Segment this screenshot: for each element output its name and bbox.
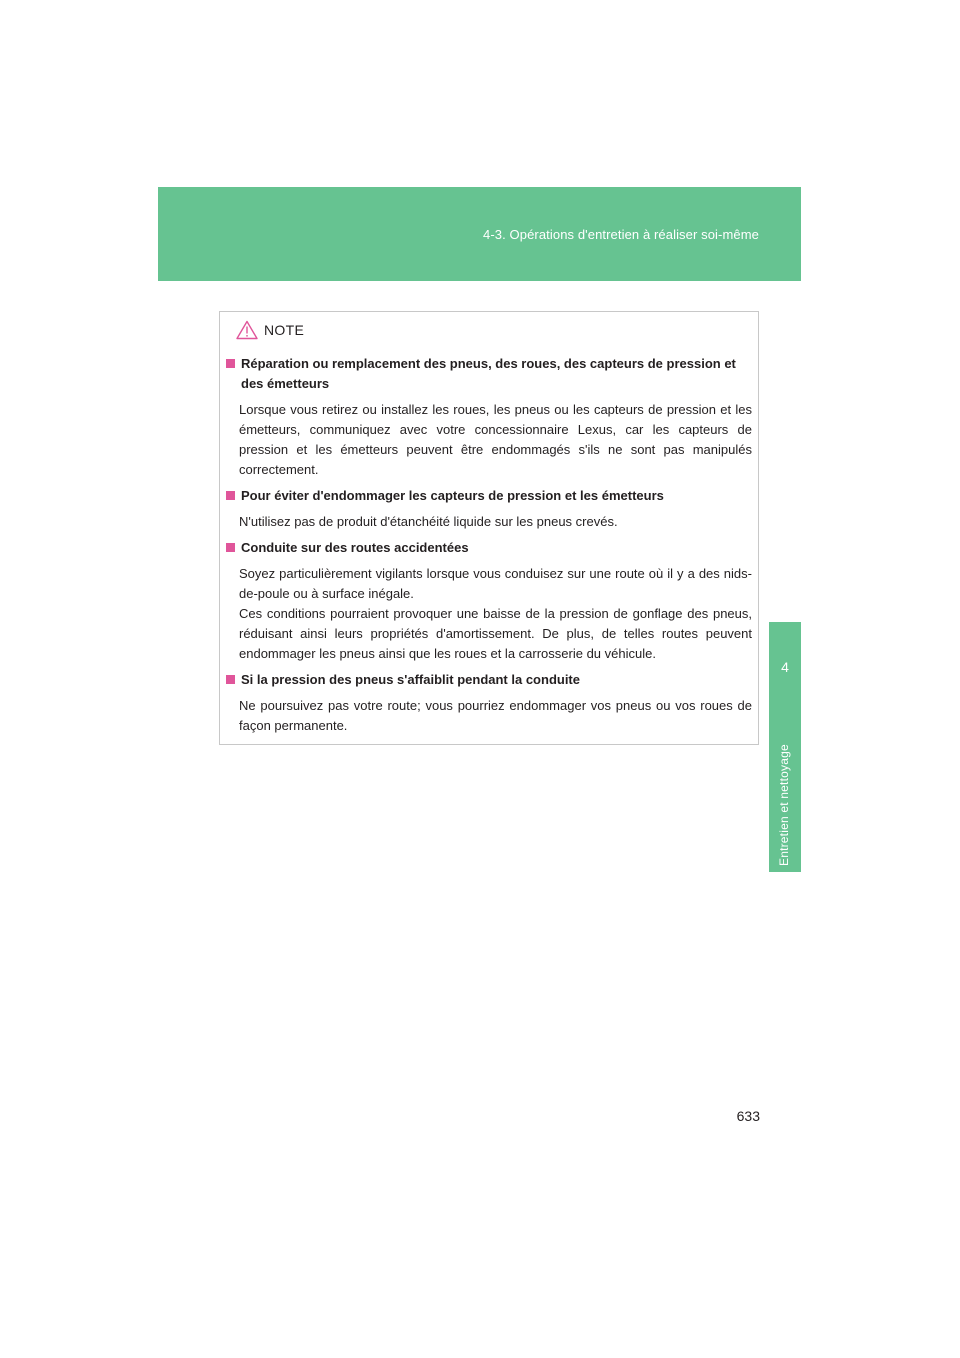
square-bullet-icon xyxy=(226,543,235,552)
section-body xyxy=(239,696,752,736)
note-header xyxy=(236,318,304,342)
section-paragraph: Ne poursuivez pas votre route; vous pourriez endommager vos pneus ou vos roues de façon permanente. xyxy=(239,698,752,733)
square-bullet-icon xyxy=(226,359,235,368)
section-paragraph: Soyez particulièrement vigilants lorsque vous conduisez sur une route où il y a des nids-de-poule ou à surface inégale. xyxy=(239,566,752,601)
square-bullet-icon xyxy=(226,491,235,500)
section-body xyxy=(239,512,752,532)
section-heading-text: Si la pression des pneus s'affaiblit pendant la conduite xyxy=(241,672,580,687)
section-heading-text: Conduite sur des routes accidentées xyxy=(241,540,469,555)
section-paragraph: Ces conditions pourraient provoquer une baisse de la pression de gonflage des pneus, réduisant ainsi leurs propriétés d'amortissement. De plus, de telles routes peuvent endommager les pneus ainsi que les roues et la carrosserie du véhicule. xyxy=(239,606,752,661)
note-section xyxy=(224,670,752,736)
section-body xyxy=(239,400,752,480)
chapter-tab xyxy=(769,712,801,872)
section-paragraph: Lorsque vous retirez ou installez les roues, les pneus ou les capteurs de pression et les émetteurs, communiquez avec votre concessionnaire Lexus, car les capteurs de pression et les émetteurs peuvent être endommagés s'ils ne sont pas manipulés correctement. xyxy=(239,402,752,477)
section-body xyxy=(239,564,752,664)
page-number: 633 xyxy=(736,1108,760,1124)
note-title: NOTE xyxy=(264,322,305,338)
section-heading xyxy=(224,538,752,558)
note-content xyxy=(224,354,752,742)
note-section xyxy=(224,486,752,532)
square-bullet-icon xyxy=(226,675,235,684)
note-box xyxy=(219,311,759,745)
section-heading xyxy=(224,670,752,690)
chapter-header-band xyxy=(158,187,801,281)
chapter-tab-number: 4 xyxy=(769,622,801,712)
section-heading xyxy=(224,354,752,394)
section-paragraph: N'utilisez pas de produit d'étanchéité liquide sur les pneus crevés. xyxy=(239,514,618,529)
section-title: 4-3. Opérations d'entretien à réaliser soi-même xyxy=(483,227,759,242)
section-heading-text: Réparation ou remplacement des pneus, des roues, des capteurs de pression et des émetteurs xyxy=(241,356,736,391)
warning-triangle-icon xyxy=(236,320,258,340)
chapter-tab-label: Entretien et nettoyage xyxy=(777,744,791,866)
note-section xyxy=(224,354,752,480)
section-heading xyxy=(224,486,752,506)
note-section xyxy=(224,538,752,664)
section-heading-text: Pour éviter d'endommager les capteurs de pression et les émetteurs xyxy=(241,488,664,503)
